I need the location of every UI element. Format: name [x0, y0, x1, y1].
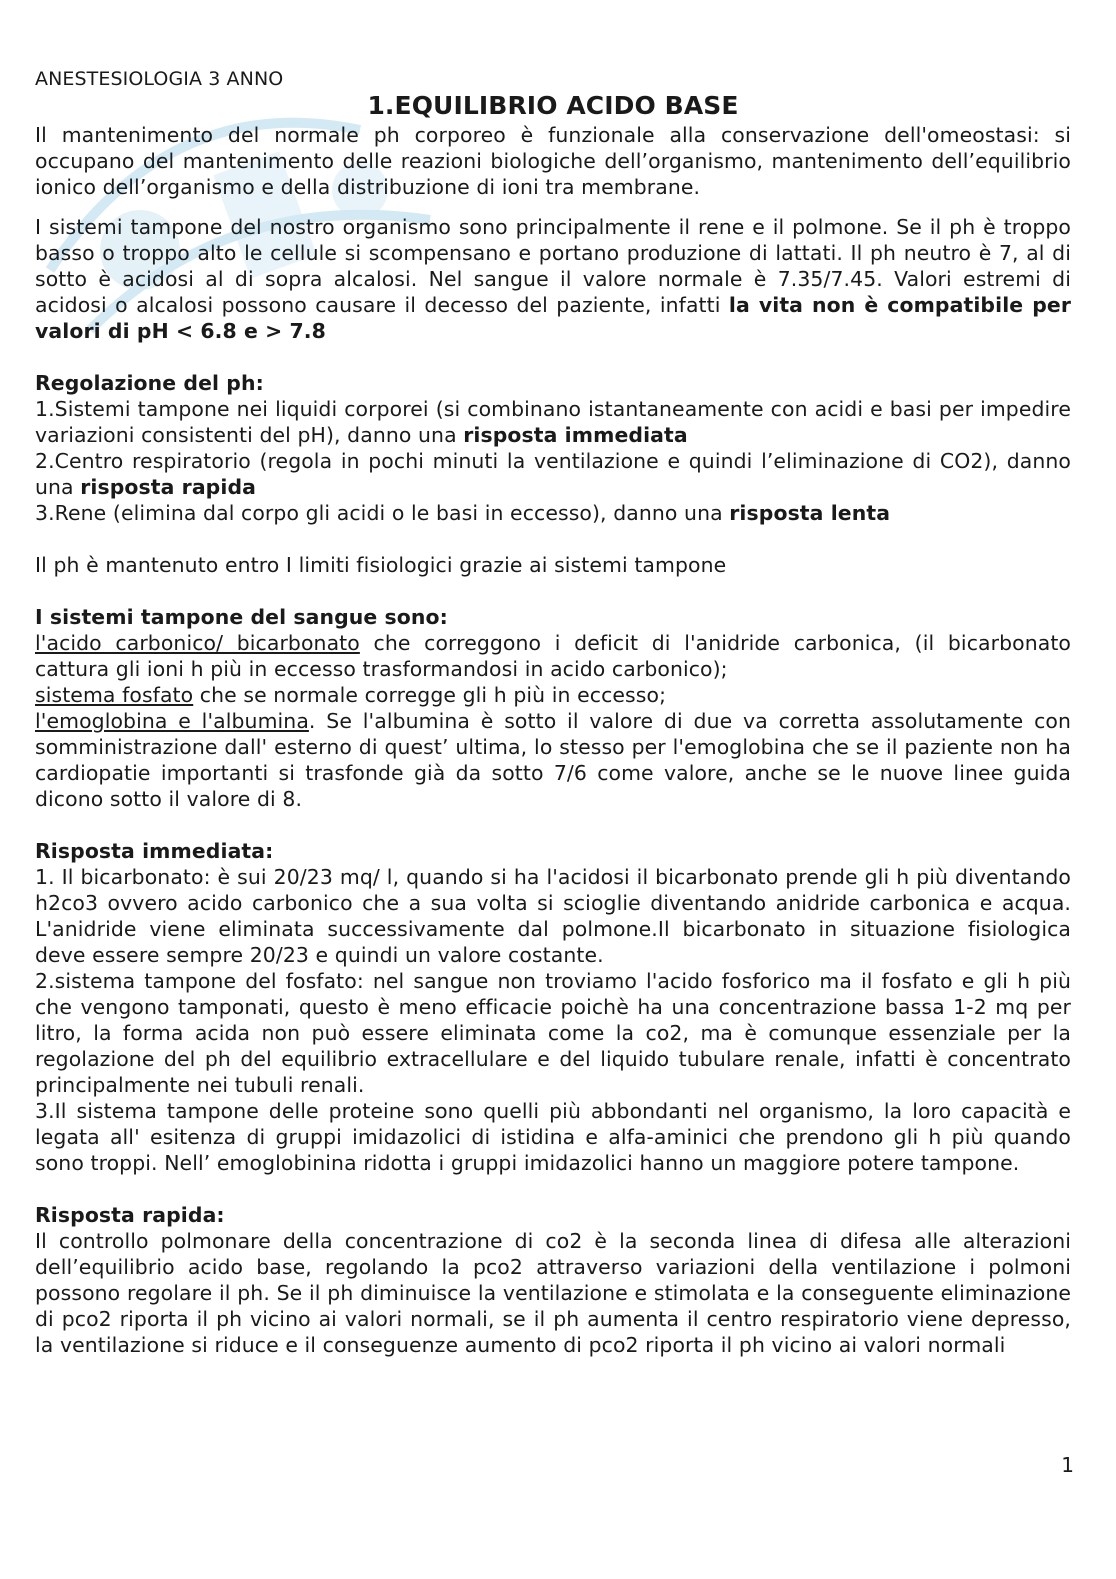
rapida-paragraph: Il controllo polmonare della concentrazione di co2 è la seconda linea di difesa alle alterazioni dell’equilibrio acido base, regolando la pco2 attraverso variazioni della ventilazione i polmoni possono regolare il ph. Se il ph diminuisce la ventilazione e stimolata e la conseguente eliminazione di pco2 riporta il ph vicino ai valori normali, se il ph aumenta il centro respiratorio viene depresso, la ventilazione si riduce e il conseguenze aumento di pco2 riporta il ph vicino ai valori normali: [35, 1229, 1071, 1357]
immediata-paragraph-2: 2.sistema tampone del fosfato: nel sangue non troviamo l'acido fosforico ma il fosfato e gli h più che vengono tamponati, questo è meno efficacie poichè ha una concentrazione bassa 1-2 mq per litro, la forma acida non può essere eliminata come la co2, ma è comunque essenziale per la regolazione del ph del equilibrio extracellulare e del liquido tubulare renale, infatti è concentrato principalmente nei tubuli renali.: [35, 969, 1071, 1097]
immediata-paragraph-1: 1. Il bicarbonato: è sui 20/23 mq/ l, quando si ha l'acidosi il bicarbonato prende gli h più diventando h2co3 ovvero acido carbonico che a sua volta si scioglie diventando anidride carbonica e acqua. L'anidride viene eliminata successivamente dal polmone.Il bicarbonato in situazione fisiologica deve essere sempre 20/23 e quindi un valore costante.: [35, 865, 1071, 967]
regolazione-item-1-text: 1.Sistemi tampone nei liquidi corporei (si combinano istantaneamente con acidi e basi per impedire variazioni consistenti del pH), danno una: [35, 397, 1071, 447]
tamponi-item-1: [35, 630, 1071, 682]
tamponi-item-3-text: . Se l'albumina è sotto il valore di due va corretta assolutamente con somministrazione dall' esterno di quest’ ultima, lo stesso per l'emoglobina che se il paziente non ha cardiopatie importanti si trasfonde già da sotto 7/6 come valore, anche se le nuove linee guida dicono sotto il valore di 8.: [35, 709, 1071, 811]
regolazione-item-3-text: 3.Rene (elimina dal corpo gli acidi o le basi in eccesso), danno una: [35, 501, 730, 525]
tamponi-item-2-text: che se normale corregge gli h più in eccesso;: [193, 683, 667, 707]
tamponi-item-1-underlined: l'acido carbonico/ bicarbonato: [35, 631, 360, 655]
immediata-heading: Risposta immediata:: [35, 839, 274, 863]
regolazione-item-1: [35, 396, 1071, 448]
regolazione-item-2-bold: risposta rapida: [80, 475, 257, 499]
regolazione-item-3: [35, 500, 1071, 526]
regolazione-item-2: [35, 448, 1071, 500]
document-body: [35, 66, 1071, 1358]
intro-paragraph-2: [35, 214, 1071, 344]
intro-text: I sistemi tampone del nostro organismo sono principalmente il rene e il polmone. Se il ph è troppo basso o troppo alto le cellule si scompensano e portano produzione di lattati. Il ph neutro è 7, al di sotto è acidosi al di sopra alcalosi. Nel sangue il valore normale è 7.35/7.45. Valori estremi di acidosi o alcalosi possono causare il decesso del paziente, infatti: [35, 215, 1071, 317]
regolazione-heading: Regolazione del ph:: [35, 371, 264, 395]
intro-paragraph: Il mantenimento del normale ph corporeo è funzionale alla conservazione dell'omeostasi: si occupano del mantenimento delle reazioni biologiche dell’organismo, mantenimento dell’equilibrio ionico dell’organismo e della distribuzione di ioni tra membrane.: [35, 123, 1071, 199]
immediata-paragraph-3: 3.Il sistema tampone delle proteine sono quelli più abbondanti nel organismo, la loro capacità e legata all' esitenza di gruppi imidazolici di istidina e alfa-aminici che prendono gli h più quando sono troppi. Nell’ emoglobinina ridotta i gruppi imidazolici hanno un maggiore potere tampone.: [35, 1099, 1071, 1175]
tamponi-heading: I sistemi tampone del sangue sono:: [35, 605, 448, 629]
rapida-heading: Risposta rapida:: [35, 1203, 225, 1227]
tamponi-item-2: [35, 682, 1071, 708]
regolazione-summary: Il ph è mantenuto entro I limiti fisiologici grazie ai sistemi tampone: [35, 553, 727, 577]
tamponi-item-3-underlined: l'emoglobina e l'albumina: [35, 709, 309, 733]
tamponi-item-2-underlined: sistema fosfato: [35, 683, 194, 707]
regolazione-item-1-bold: risposta immediata: [463, 423, 688, 447]
tamponi-item-1-text: che correggono i deficit di l'anidride carbonica, (il bicarbonato cattura gli ioni h più in eccesso trasformandosi in acido carbonico);: [35, 631, 1071, 681]
course-header: ANESTESIOLOGIA 3 ANNO: [35, 68, 284, 90]
page-title: 1.EQUILIBRIO ACIDO BASE: [367, 91, 739, 120]
tamponi-item-3: [35, 708, 1071, 812]
regolazione-item-2-text: 2.Centro respiratorio (regola in pochi minuti la ventilazione e quindi l’eliminazione di CO2), danno una: [35, 449, 1071, 499]
page-number: 1: [1061, 1453, 1074, 1477]
regolazione-item-3-bold: risposta lenta: [729, 501, 891, 525]
intro-bold-text: la vita non è compatibile per valori di pH < 6.8 e > 7.8: [35, 293, 1072, 343]
